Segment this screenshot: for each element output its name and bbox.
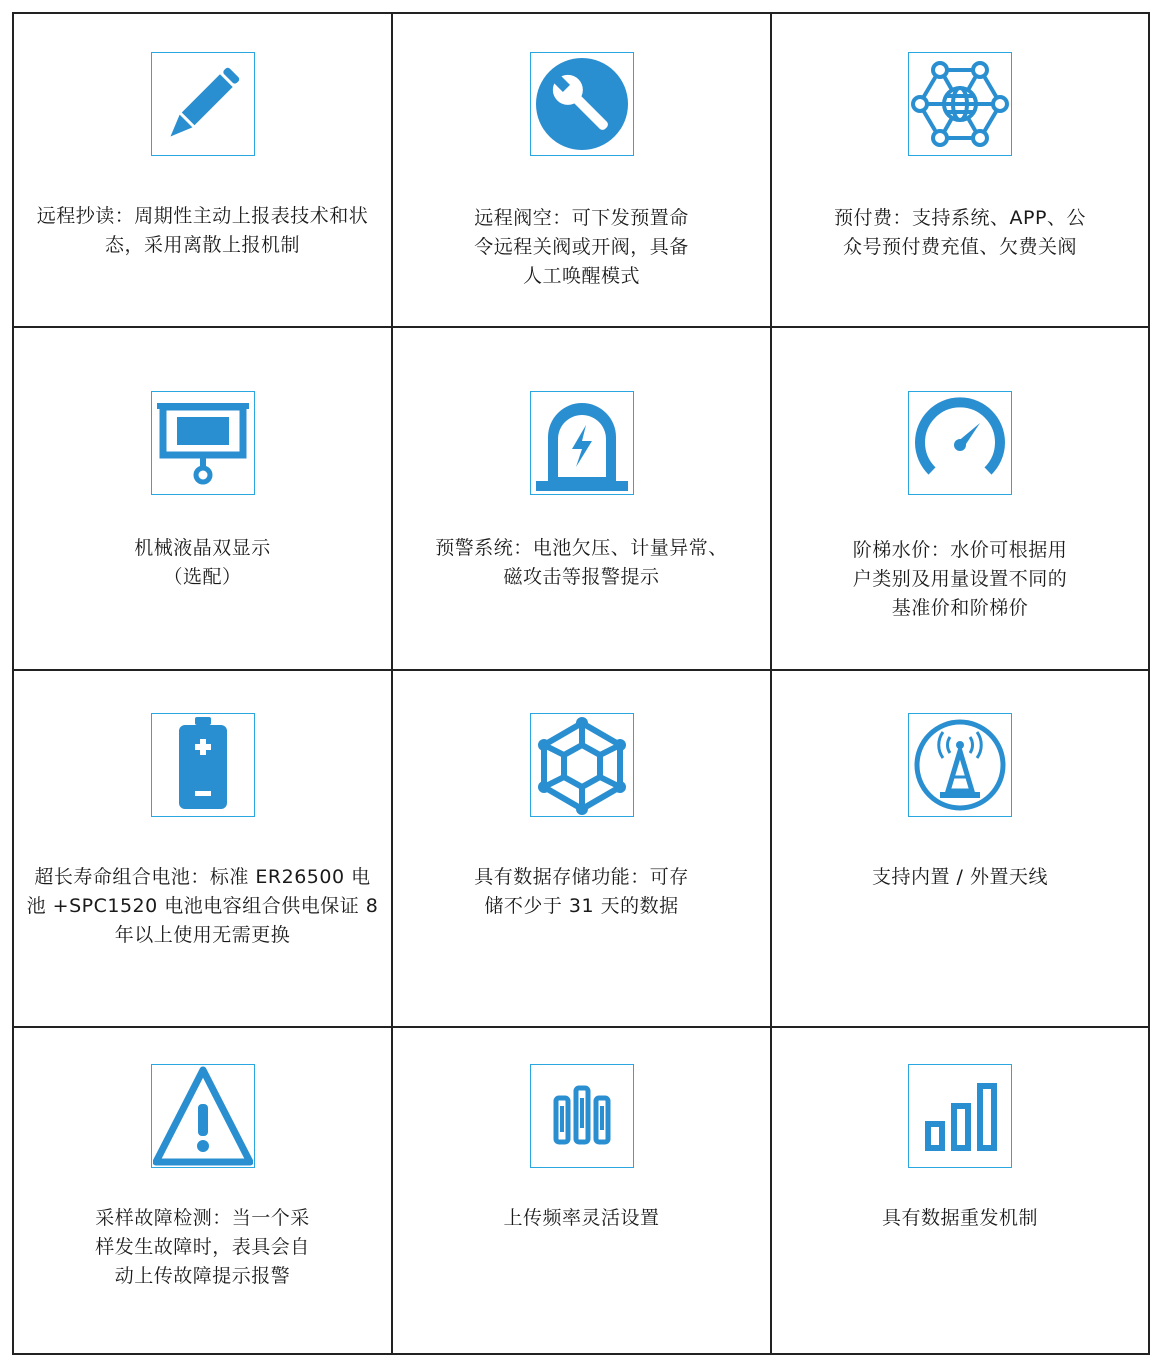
feature-caption: 具有数据存储功能：可存 储不少于 31 天的数据 — [474, 866, 689, 917]
feature-cell-dual-display — [14, 328, 393, 671]
feature-caption: 采样故障检测：当一个采 样发生故障时，表具会自 动上传故障提示报警 — [95, 1207, 310, 1287]
frequency-bars-icon — [530, 1064, 634, 1168]
feature-cell-data-storage — [393, 671, 772, 1028]
feature-caption: 超长寿命组合电池：标准 ER26500 电 池 +SPC1520 电池电容组合供电保证 8 年以上使用无需更换 — [26, 866, 379, 946]
feature-grid — [12, 12, 1150, 1355]
feature-caption: 具有数据重发机制 — [881, 1207, 1038, 1229]
antenna-tower-icon — [908, 713, 1012, 817]
feature-caption: 支持内置 / 外置天线 — [872, 866, 1048, 888]
feature-cell-data-resend — [772, 1028, 1148, 1353]
warning-triangle-icon — [151, 1064, 255, 1168]
network-globe-icon — [908, 52, 1012, 156]
feature-cell-antenna — [772, 671, 1148, 1028]
feature-caption: 预付费：支持系统、APP、公 众号预付费充值、欠费关阀 — [834, 207, 1086, 258]
feature-caption: 远程阀空：可下发预置命 令远程关阀或开阀，具备 人工唤醒模式 — [474, 207, 689, 287]
feature-caption: 阶梯水价：水价可根据用 户类别及用量设置不同的 基准价和阶梯价 — [852, 539, 1068, 619]
feature-caption: 远程抄读：周期性主动上报表技术和状 态，采用离散上报机制 — [36, 205, 369, 256]
wrench-icon — [530, 52, 634, 156]
feature-cell-prepaid — [772, 14, 1148, 328]
feature-cell-battery — [14, 671, 393, 1028]
feature-caption: 预警系统：电池欠压、计量异常、 磁攻击等报警提示 — [435, 537, 728, 588]
hexagon-network-icon — [530, 713, 634, 817]
gauge-icon — [908, 391, 1012, 495]
alarm-beacon-icon — [530, 391, 634, 495]
feature-caption: 上传频率灵活设置 — [503, 1207, 660, 1229]
feature-cell-remote-reading — [14, 14, 393, 328]
battery-icon — [151, 713, 255, 817]
pencil-icon — [151, 52, 255, 156]
feature-cell-tiered-price — [772, 328, 1148, 671]
feature-cell-remote-valve — [393, 14, 772, 328]
feature-cell-alarm-system — [393, 328, 772, 671]
feature-cell-fault-detection — [14, 1028, 393, 1353]
feature-caption: 机械液晶双显示 （选配） — [134, 537, 271, 588]
feature-cell-upload-frequency — [393, 1028, 772, 1353]
display-screen-icon — [151, 391, 255, 495]
signal-bars-icon — [908, 1064, 1012, 1168]
